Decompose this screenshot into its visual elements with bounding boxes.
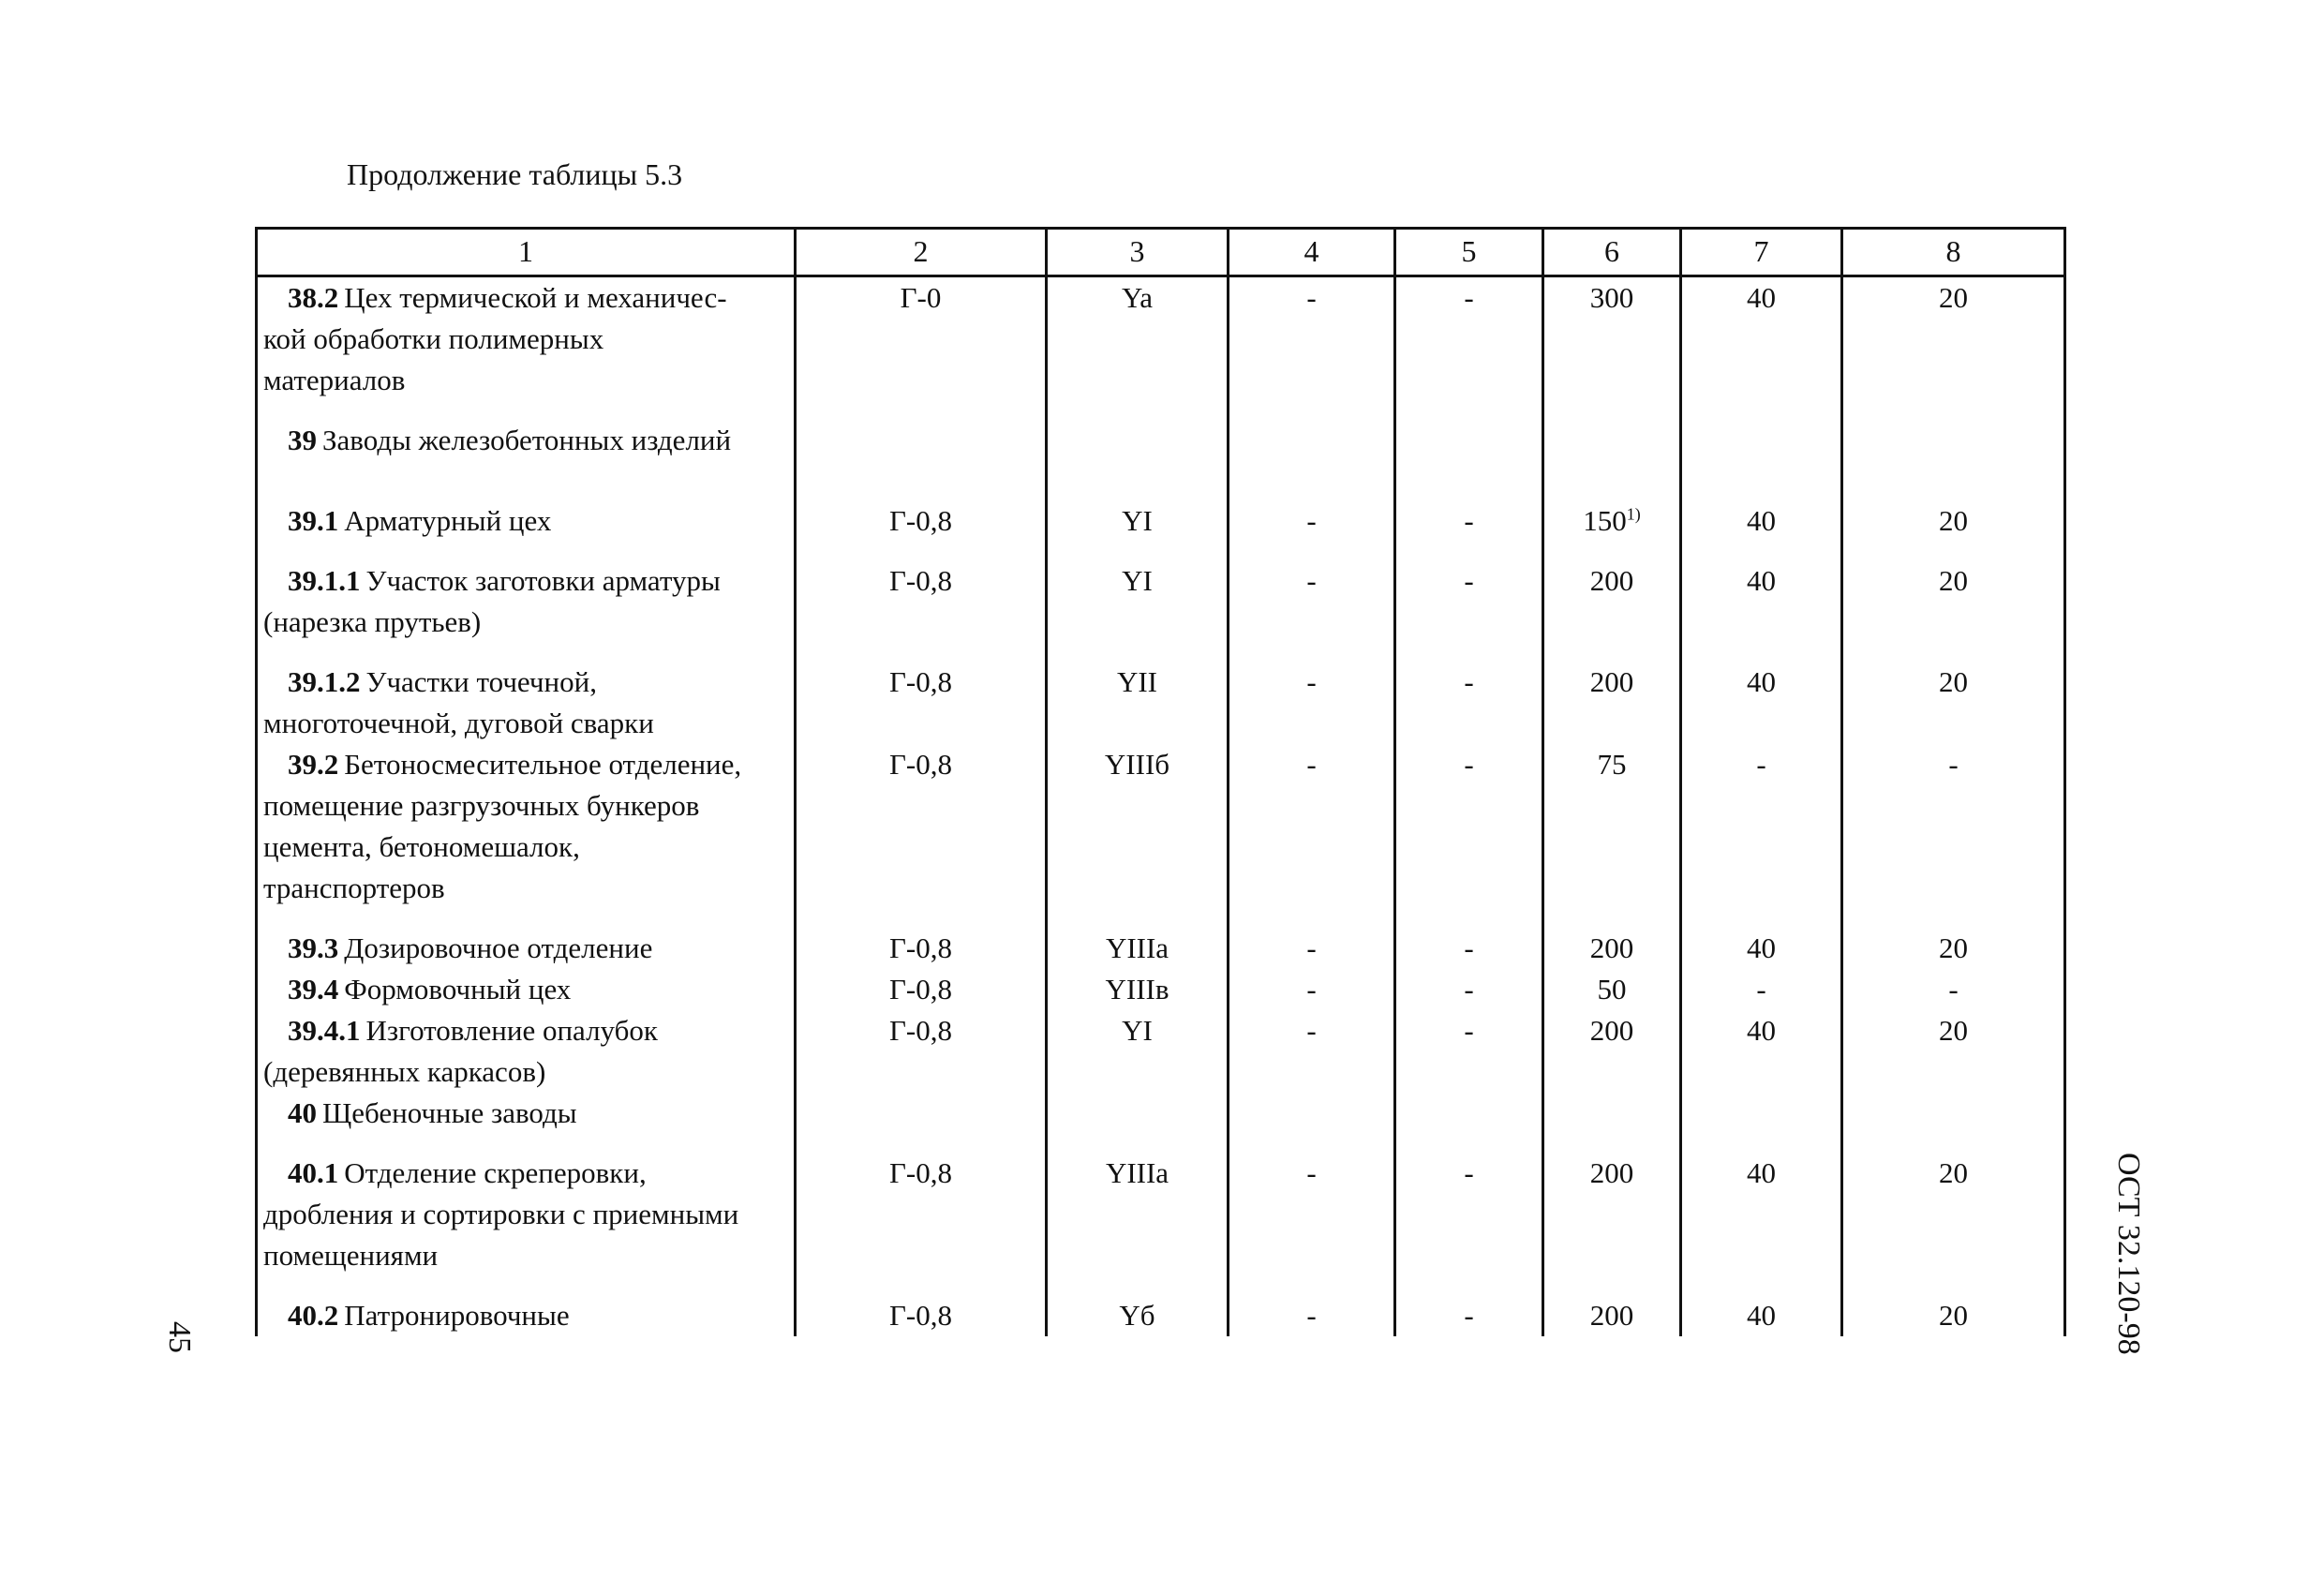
cell-value: YIIIб (1104, 748, 1170, 781)
cell-c8 (1842, 461, 2065, 542)
cell-c5 (1395, 276, 1543, 402)
cell-c8 (1842, 542, 2065, 643)
cell-c6 (1543, 909, 1681, 969)
cell-value: Yб (1119, 1299, 1155, 1332)
cell-value: 40 (1747, 564, 1776, 597)
cell-c2 (796, 909, 1047, 969)
item-text: Заводы железобетонных изделий (322, 424, 732, 456)
cell-c4 (1229, 461, 1395, 542)
cell-c5 (1395, 1010, 1543, 1093)
cell-c7 (1681, 461, 1842, 542)
header-cell: 2 (796, 229, 1047, 276)
cell-c3 (1047, 643, 1229, 744)
cell-c4 (1229, 401, 1395, 461)
cell-value: Г-0,8 (889, 665, 952, 698)
cell-c6 (1543, 542, 1681, 643)
item-text: Участки точечной, многоточечной, дуговой сварки (263, 665, 654, 739)
row-description (257, 643, 796, 744)
cell-c3 (1047, 401, 1229, 461)
cell-value: 200 (1589, 1299, 1634, 1332)
item-text: Арматурный цех (344, 504, 552, 537)
table-row (257, 1093, 2065, 1134)
cell-c3 (1047, 1010, 1229, 1093)
header-cell: 8 (1842, 229, 2065, 276)
cell-value: - (1306, 973, 1317, 1006)
cell-c4 (1229, 1010, 1395, 1093)
cell-value: 20 (1939, 1156, 1968, 1189)
cell-value: YI (1122, 1014, 1153, 1047)
item-text: Отделение скреперовки, дробления и сортировки с приемными помещениями (263, 1156, 739, 1272)
cell-c2 (796, 744, 1047, 909)
cell-value: Г-0,8 (889, 504, 952, 537)
cell-value: 20 (1939, 665, 1968, 698)
cell-value: 40 (1747, 1156, 1776, 1189)
cell-value: YIIIa (1105, 1156, 1169, 1189)
cell-value: - (1464, 1299, 1474, 1332)
cell-c4 (1229, 1276, 1395, 1336)
cell-value: - (1756, 973, 1766, 1006)
row-description (257, 542, 796, 643)
cell-value: - (1306, 281, 1317, 314)
item-number: 38.2 (288, 281, 339, 314)
cell-c5 (1395, 909, 1543, 969)
row-description (257, 1276, 796, 1336)
item-number: 39.1.2 (288, 665, 361, 698)
cell-c2 (796, 969, 1047, 1010)
cell-c8 (1842, 401, 2065, 461)
cell-c8 (1842, 1093, 2065, 1134)
item-text: Изготовление опалубок (деревянных каркасов) (263, 1014, 658, 1088)
table-caption: Продолжение таблицы 5.3 (347, 157, 683, 191)
cell-c8 (1842, 1134, 2065, 1276)
cell-value: 40 (1747, 281, 1776, 314)
item-text: Формовочный цех (344, 973, 572, 1006)
cell-value: - (1464, 665, 1474, 698)
cell-c6 (1543, 643, 1681, 744)
cell-c3 (1047, 969, 1229, 1010)
cell-c5 (1395, 1093, 1543, 1134)
cell-value: 20 (1939, 281, 1968, 314)
cell-value: - (1464, 973, 1474, 1006)
cell-c5 (1395, 969, 1543, 1010)
item-number: 39.3 (288, 931, 339, 964)
cell-c8 (1842, 1010, 2065, 1093)
cell-value: - (1756, 748, 1766, 781)
cell-value: - (1306, 1156, 1317, 1189)
cell-value: - (1948, 748, 1959, 781)
cell-value: - (1464, 931, 1474, 964)
cell-value: Ya (1121, 281, 1154, 314)
cell-value: 20 (1939, 504, 1968, 537)
row-description (257, 909, 796, 969)
cell-c6 (1543, 401, 1681, 461)
cell-c7 (1681, 542, 1842, 643)
cell-value: - (1948, 973, 1959, 1006)
cell-c2 (796, 1276, 1047, 1336)
cell-value: YI (1122, 564, 1153, 597)
cell-value: - (1464, 281, 1474, 314)
cell-value: 20 (1939, 931, 1968, 964)
cell-value: Г-0,8 (889, 1156, 952, 1189)
cell-c4 (1229, 1093, 1395, 1134)
cell-c6 (1543, 1010, 1681, 1093)
cell-value: 20 (1939, 1014, 1968, 1047)
cell-value: - (1464, 1014, 1474, 1047)
item-number: 40.1 (288, 1156, 339, 1189)
cell-c2 (796, 542, 1047, 643)
cell-c8 (1842, 744, 2065, 909)
cell-value: 40 (1747, 931, 1776, 964)
row-description (257, 1134, 796, 1276)
cell-c7 (1681, 744, 1842, 909)
cell-value: - (1464, 504, 1474, 537)
cell-c3 (1047, 909, 1229, 969)
table-row (257, 1134, 2065, 1276)
cell-c5 (1395, 1134, 1543, 1276)
document-code: ОСТ 32.120-98 (2111, 1153, 2146, 1355)
cell-value: YII (1116, 665, 1158, 698)
cell-value: 40 (1747, 504, 1776, 537)
data-table (255, 227, 2066, 1336)
cell-value: YI (1122, 504, 1153, 537)
item-text: Цех термической и механичес- кой обработки полимерных материалов (263, 281, 727, 396)
cell-c6 (1543, 1093, 1681, 1134)
cell-value: 20 (1939, 564, 1968, 597)
footnote-marker: 1) (1626, 504, 1641, 524)
row-description (257, 1093, 796, 1134)
cell-c5 (1395, 643, 1543, 744)
cell-value: - (1306, 665, 1317, 698)
cell-value: Г-0,8 (889, 973, 952, 1006)
cell-value: - (1306, 504, 1317, 537)
cell-c7 (1681, 1276, 1842, 1336)
table-row (257, 276, 2065, 402)
row-description (257, 1010, 796, 1093)
header-cell: 5 (1395, 229, 1543, 276)
cell-c7 (1681, 1093, 1842, 1134)
item-number: 39 (288, 424, 317, 456)
cell-value: 20 (1939, 1299, 1968, 1332)
cell-c3 (1047, 1276, 1229, 1336)
cell-c6 (1543, 1276, 1681, 1336)
table-row (257, 401, 2065, 461)
cell-c2 (796, 643, 1047, 744)
cell-value: - (1306, 748, 1317, 781)
cell-c6 (1543, 744, 1681, 909)
cell-c7 (1681, 1010, 1842, 1093)
table-row (257, 744, 2065, 909)
cell-c4 (1229, 744, 1395, 909)
table-row (257, 643, 2065, 744)
cell-value: Г-0,8 (889, 748, 952, 781)
cell-value: 200 (1589, 665, 1634, 698)
cell-c4 (1229, 542, 1395, 643)
cell-c2 (796, 461, 1047, 542)
cell-value: - (1306, 1014, 1317, 1047)
cell-c8 (1842, 276, 2065, 402)
cell-c7 (1681, 643, 1842, 744)
cell-value: YIIIв (1105, 973, 1169, 1006)
cell-c2 (796, 1134, 1047, 1276)
table-header-row (257, 229, 2065, 276)
cell-c8 (1842, 643, 2065, 744)
cell-c8 (1842, 909, 2065, 969)
item-text: Щебеночные заводы (322, 1096, 577, 1129)
cell-c5 (1395, 461, 1543, 542)
item-text: Дозировочное отделение (344, 931, 653, 964)
cell-value: - (1306, 931, 1317, 964)
item-number: 40.2 (288, 1299, 339, 1332)
item-number: 39.2 (288, 748, 339, 781)
header-cell: 6 (1543, 229, 1681, 276)
cell-value: - (1464, 1156, 1474, 1189)
item-text: Патронировочные (344, 1299, 570, 1332)
cell-value: Г-0,8 (889, 1299, 952, 1332)
cell-value: 200 (1589, 1156, 1634, 1189)
item-number: 39.4 (288, 973, 339, 1006)
cell-c4 (1229, 969, 1395, 1010)
table-row (257, 542, 2065, 643)
cell-c2 (796, 276, 1047, 402)
cell-value: Г-0,8 (889, 1014, 952, 1047)
cell-c8 (1842, 969, 2065, 1010)
cell-value: 40 (1747, 1299, 1776, 1332)
table-row (257, 1010, 2065, 1093)
cell-value: 200 (1589, 931, 1634, 964)
cell-value: 40 (1747, 1014, 1776, 1047)
cell-c3 (1047, 744, 1229, 909)
cell-value: 75 (1597, 748, 1627, 781)
cell-c6 (1543, 969, 1681, 1010)
cell-value: 150 (1583, 504, 1627, 537)
cell-c3 (1047, 1134, 1229, 1276)
cell-c5 (1395, 744, 1543, 909)
row-description (257, 401, 796, 461)
cell-value: - (1464, 564, 1474, 597)
cell-c3 (1047, 461, 1229, 542)
cell-c7 (1681, 1134, 1842, 1276)
cell-value: 200 (1589, 1014, 1634, 1047)
table-row (257, 909, 2065, 969)
table-row (257, 969, 2065, 1010)
cell-c6 (1543, 1134, 1681, 1276)
item-number: 39.1 (288, 504, 339, 537)
cell-c6 (1543, 276, 1681, 402)
cell-c2 (796, 401, 1047, 461)
cell-c2 (796, 1010, 1047, 1093)
cell-c2 (796, 1093, 1047, 1134)
cell-value: 200 (1589, 564, 1634, 597)
cell-c7 (1681, 969, 1842, 1010)
cell-value: Г-0,8 (889, 931, 952, 964)
page-number: 45 (162, 1321, 197, 1353)
cell-c5 (1395, 401, 1543, 461)
cell-c7 (1681, 909, 1842, 969)
cell-value: Г-0,8 (889, 564, 952, 597)
cell-value: - (1306, 1299, 1317, 1332)
item-text: Бетоносмесительное отделение, помещение разгрузочных бункеров цемента, бетономешалок, транспортеров (263, 748, 742, 904)
cell-c4 (1229, 1134, 1395, 1276)
cell-c7 (1681, 401, 1842, 461)
header-cell: 4 (1229, 229, 1395, 276)
row-description (257, 744, 796, 909)
item-text: Участок заготовки арматуры (нарезка прутьев) (263, 564, 721, 638)
item-number: 39.1.1 (288, 564, 361, 597)
cell-value: - (1306, 564, 1317, 597)
cell-value: Г-0 (900, 281, 942, 314)
header-cell: 7 (1681, 229, 1842, 276)
cell-c4 (1229, 909, 1395, 969)
cell-c5 (1395, 542, 1543, 643)
cell-c6 (1543, 461, 1681, 542)
row-description (257, 276, 796, 402)
cell-value: 50 (1597, 973, 1627, 1006)
cell-c3 (1047, 542, 1229, 643)
cell-c7 (1681, 276, 1842, 402)
cell-value: - (1464, 748, 1474, 781)
cell-value: YIIIa (1105, 931, 1169, 964)
item-number: 39.4.1 (288, 1014, 361, 1047)
cell-c8 (1842, 1276, 2065, 1336)
row-description (257, 969, 796, 1010)
header-cell: 1 (257, 229, 796, 276)
header-cell: 3 (1047, 229, 1229, 276)
cell-value: 40 (1747, 665, 1776, 698)
item-number: 40 (288, 1096, 317, 1129)
cell-c5 (1395, 1276, 1543, 1336)
cell-c4 (1229, 276, 1395, 402)
cell-c4 (1229, 643, 1395, 744)
table-row (257, 1276, 2065, 1336)
cell-c3 (1047, 1093, 1229, 1134)
cell-c3 (1047, 276, 1229, 402)
table-row (257, 461, 2065, 542)
row-description (257, 461, 796, 542)
cell-value: 300 (1589, 281, 1634, 314)
